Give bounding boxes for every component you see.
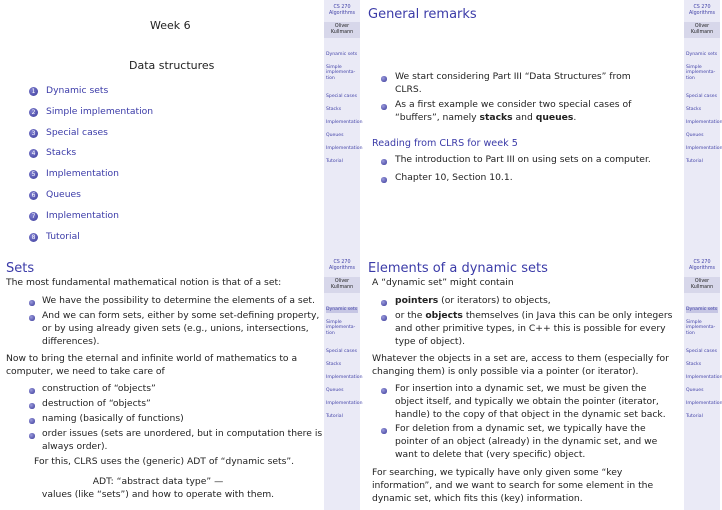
toc-item[interactable]: Tutorial [46, 230, 80, 242]
bullet-icon [29, 403, 35, 409]
toc-item[interactable]: Dynamic sets [46, 85, 109, 96]
paragraph: The most fundamental mathematical notion is that of a set: [6, 277, 282, 288]
toc-number-icon: 4 [29, 149, 38, 158]
toc-item[interactable]: Simple implementation [46, 105, 154, 117]
slide-sets [0, 255, 363, 510]
sidebar-nav-item[interactable]: Tutorial [326, 158, 343, 164]
sidebar-course: CS 270 Algorithms [329, 5, 355, 16]
toc-number-icon: 3 [29, 129, 38, 138]
bullet-icon [381, 177, 387, 183]
bullet-text: We have the possibility to determine the elements of a set. [42, 295, 315, 306]
sidebar-nav-item[interactable]: Special cases [686, 94, 717, 99]
bullet-text: naming (basically of functions) [42, 413, 184, 424]
paragraph: Whatever the objects in a set are, access to them (especially for changing them) is only possible via a pointer (or iterator). [372, 353, 669, 377]
bullet-text: or the objects themselves (in Java this can be only integers and other primitive types, in C++ this is possible for every type of object). [395, 310, 673, 347]
sidebar-author: Oliver Kullmann [324, 277, 360, 293]
sidebar-nav-item[interactable]: Queues [326, 387, 344, 393]
reading-heading: Reading from CLRS for week 5 [372, 138, 518, 149]
bullet-icon [381, 388, 387, 394]
bullet-text: pointers (or iterators) to objects, [395, 295, 551, 306]
sidebar-nav-item[interactable]: Simple implementa-tion [686, 64, 716, 81]
sidebar-right [684, 0, 720, 255]
bullet-icon [29, 388, 35, 394]
sidebar-nav-item[interactable]: Implementation [326, 375, 363, 380]
sidebar-nav-item[interactable]: Implementation [326, 120, 363, 125]
bullet-text: For deletion from a dynamic set, we typically have the pointer of an object (already) in the dynamic set, and we want to delete that (very specific) object. [395, 423, 658, 460]
bullet-text: destruction of “objects” [42, 398, 151, 409]
sidebar-nav-item[interactable]: Simple implementa-tion [326, 64, 356, 81]
sidebar-nav-item[interactable]: Queues [326, 132, 344, 138]
paragraph: Now to bring the eternal and infinite world of mathematics to a computer, we need to take care of [6, 353, 298, 377]
bullet-text: As a first example we consider two special cases of “buffers”, namely stacks and queues. [395, 99, 632, 123]
sidebar-author: Oliver Kullmann [684, 22, 720, 38]
toc-number-icon: 8 [29, 233, 38, 242]
sidebar-nav-item[interactable]: Dynamic sets [686, 307, 718, 312]
sidebar-left [324, 0, 363, 255]
sidebar-nav-item[interactable]: Simple implementa-tion [326, 319, 356, 336]
toc-item[interactable]: Stacks [46, 147, 77, 159]
sidebar-nav-item[interactable]: Queues [686, 387, 704, 393]
bullet-icon [381, 428, 387, 434]
sidebar-course: CS 270 Algorithms [689, 260, 715, 271]
bullet-text: Chapter 10, Section 10.1. [395, 172, 513, 183]
sidebar-nav-item[interactable]: Implementation [686, 375, 722, 380]
bullet-icon [381, 315, 387, 321]
toc-number-icon: 7 [29, 212, 38, 221]
sidebar-nav-item[interactable]: Dynamic sets [686, 52, 718, 57]
sidebar-nav-item[interactable]: Tutorial [686, 158, 703, 164]
toc-item[interactable]: Queues [46, 189, 81, 200]
paragraph: For searching, we typically have only given some “key information”, and we want to search for some element in the dynamic set, which fits this (key) information. [372, 467, 654, 504]
sidebar-nav-item[interactable]: Implementation [686, 401, 722, 406]
toc-item[interactable]: Implementation [46, 209, 119, 221]
sidebar-nav-item[interactable]: Special cases [326, 94, 357, 99]
sidebar-left [324, 255, 363, 510]
sidebar-nav-item[interactable]: Stacks [326, 361, 342, 367]
bullet-icon [381, 300, 387, 306]
sidebar-nav-item[interactable]: Implementation [686, 146, 722, 151]
sidebar-nav-item[interactable]: Implementation [326, 401, 363, 406]
toc-item[interactable]: Implementation [46, 168, 119, 180]
bullet-icon [29, 418, 35, 424]
sidebar-nav-item[interactable]: Special cases [686, 349, 717, 354]
sidebar-nav-item[interactable]: Stacks [686, 361, 702, 367]
toc-number-icon: 6 [29, 191, 38, 200]
week-title: Week 6 [150, 19, 191, 32]
sidebar-nav-item[interactable]: Queues [686, 132, 704, 138]
toc-heading: Data structures [129, 59, 215, 72]
bullet-icon [381, 76, 387, 82]
toc-number-icon: 1 [29, 87, 38, 96]
sidebar-nav-item[interactable]: Implementation [326, 146, 363, 151]
bullet-text: The introduction to Part III on using sets on a computer. [395, 154, 651, 165]
bullet-icon [29, 300, 35, 306]
sidebar-nav-item[interactable]: Implementation [686, 120, 722, 125]
bullet-text: And we can form sets, either by some set-defining property, or by using already given sets (e.g., unions, intersections, differences). [42, 310, 320, 347]
adt-definition: ADT: “abstract data type” — values (like “sets”) and how to operate with them. [41, 476, 275, 500]
slide-title: General remarks [368, 7, 477, 22]
toc-number-icon: 5 [29, 170, 38, 179]
slide-dynamic-set-elements [326, 255, 722, 510]
sidebar-nav-item[interactable]: Tutorial [326, 413, 343, 419]
slide-title: Elements of a dynamic sets [368, 261, 548, 276]
bullet-icon [29, 433, 35, 439]
sidebar-right [684, 255, 720, 510]
sidebar-author: Oliver Kullmann [324, 22, 360, 38]
slide-title: Sets [6, 261, 35, 276]
sidebar-course: CS 270 Algorithms [329, 260, 355, 271]
bullet-text: For insertion into a dynamic set, we must be given the object itself, and typically we obtain the pointer (iterator, handle) to the copy of that object in the dynamic set back. [395, 383, 666, 420]
sidebar-nav-item[interactable]: Tutorial [686, 413, 703, 419]
sidebar-course: CS 270 Algorithms [689, 5, 715, 16]
bullet-text: We start considering Part III “Data Structures” from CLRS. [395, 71, 631, 95]
sidebar-author: Oliver Kullmann [684, 277, 720, 293]
slide-general-remarks [326, 0, 722, 255]
paragraph: For this, CLRS uses the (generic) ADT of “dynamic sets”. [34, 456, 295, 467]
sidebar-nav-item[interactable]: Simple implementa-tion [686, 319, 716, 336]
paragraph: A “dynamic set” might contain [372, 277, 514, 288]
bullet-icon [29, 315, 35, 321]
toc-number-icon: 2 [29, 108, 38, 117]
toc-item[interactable]: Special cases [46, 126, 108, 138]
bullet-text: construction of “objects” [42, 383, 156, 394]
bullet-icon [381, 104, 387, 110]
slide-toc [0, 0, 363, 255]
bullet-icon [381, 159, 387, 165]
sidebar-nav-item[interactable]: Stacks [686, 106, 702, 112]
sidebar-nav-item[interactable]: Stacks [326, 106, 342, 112]
sidebar-nav-item[interactable]: Dynamic sets [326, 52, 358, 57]
bullet-text: order issues (sets are unordered, but in computation there is always order). [42, 428, 323, 452]
sidebar-nav-item[interactable]: Dynamic sets [326, 307, 358, 312]
sidebar-nav-item[interactable]: Special cases [326, 349, 357, 354]
